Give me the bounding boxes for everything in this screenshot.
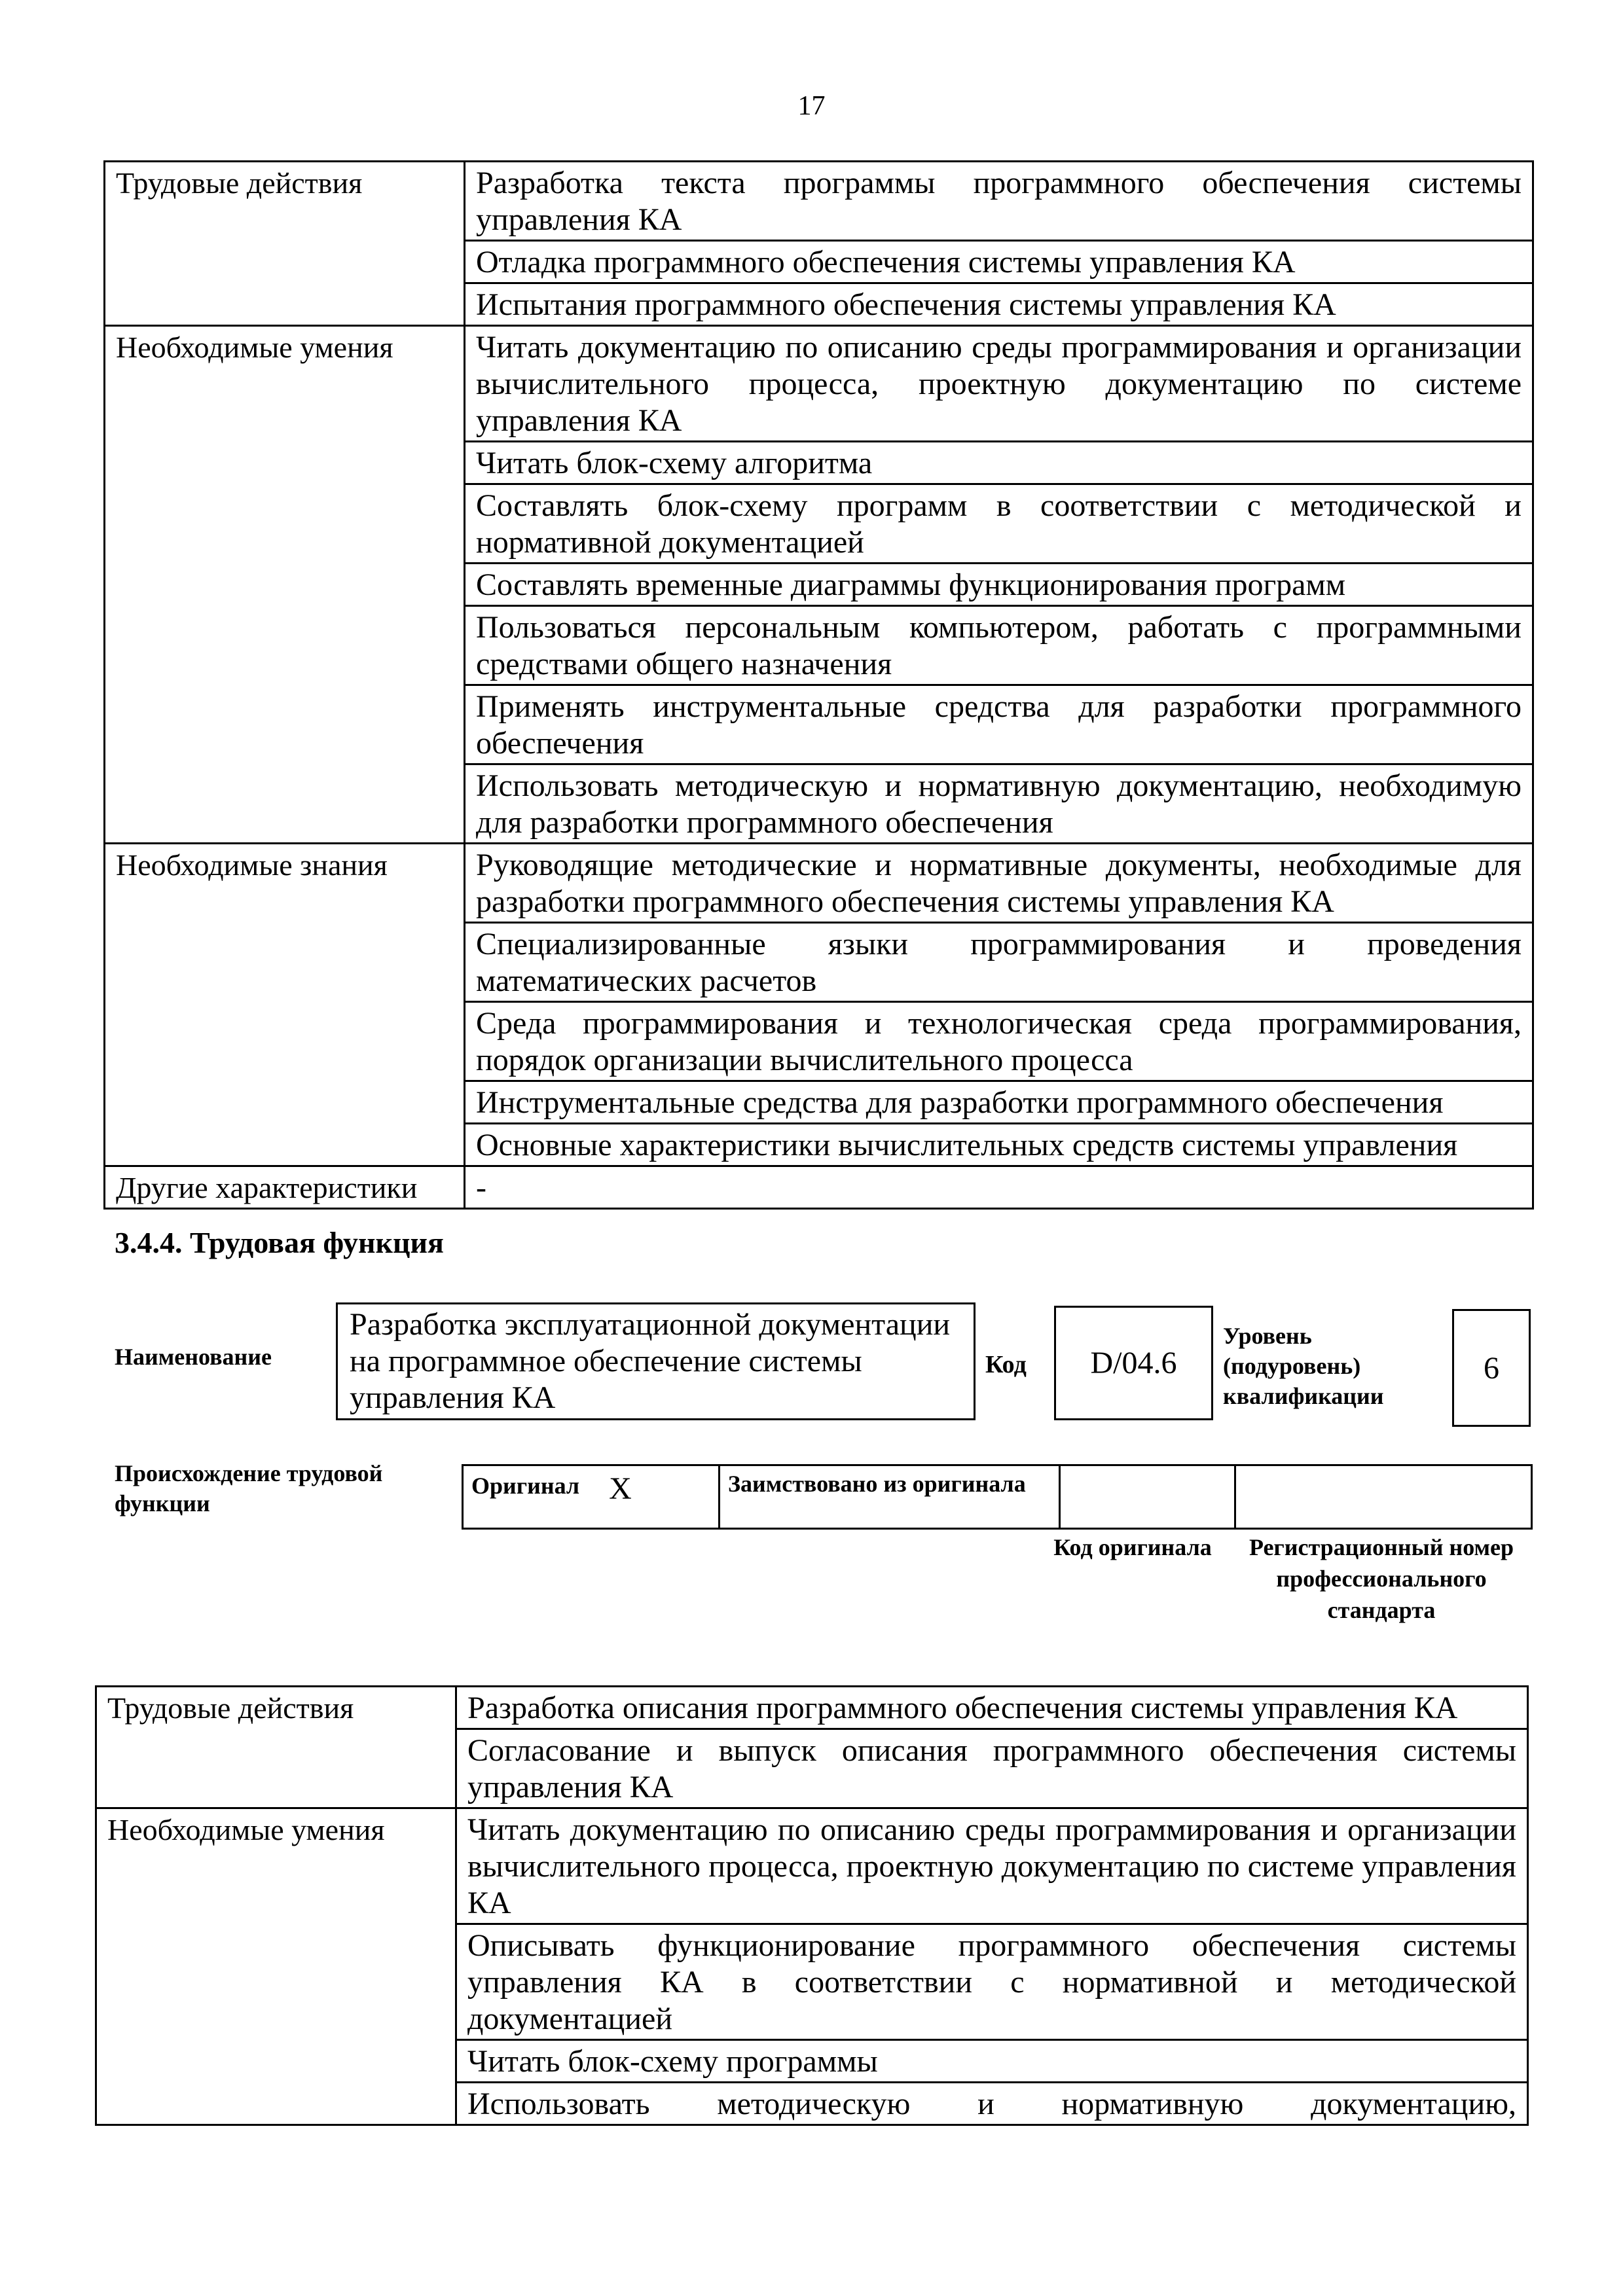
qualification-level-box: 6: [1452, 1309, 1531, 1427]
table-cell: Читать документацию по описанию среды программирования и организации вычислительного процесса, проектную документацию по системе управления КА: [465, 326, 1533, 442]
function-code-box: D/04.6: [1054, 1306, 1213, 1420]
origin-label: Происхождение трудовой функции: [115, 1460, 383, 1516]
table-cell: -: [465, 1166, 1533, 1209]
table-cell: Использовать методическую и нормативную документацию, необходимую для разработки программного обеспечения: [465, 764, 1533, 844]
table-cell: Руководящие методические и нормативные документы, необходимые для разработки программного обеспечения системы управления КА: [465, 844, 1533, 923]
table-cell: Специализированные языки программирования и проведения математических расчетов: [465, 923, 1533, 1002]
table-cell: Составлять временные диаграммы функционирования программ: [465, 564, 1533, 606]
table-cell: Основные характеристики вычислительных средств системы управления: [465, 1124, 1533, 1166]
row-category-required-skills: Необходимые умения: [105, 326, 465, 844]
level-label: Уровень (подуровень) квалификации: [1223, 1323, 1384, 1409]
table-cell: Отладка программного обеспечения системы управления КА: [465, 241, 1533, 283]
table-cell: Инструментальные средства для разработки программного обеспечения: [465, 1081, 1533, 1124]
origin-reg-caption: Регистрационный номер профессионального стандарта: [1249, 1534, 1514, 1623]
table-cell: Составлять блок-схему программ в соответствии с методической и нормативной документацией: [465, 484, 1533, 564]
table-cell: Читать блок-схему алгоритма: [465, 442, 1533, 484]
labor-function-table-top: [103, 160, 1534, 1210]
code-label: Код: [985, 1351, 1027, 1378]
row-category-required-skills: Необходимые умения: [96, 1808, 456, 2125]
table-row: [96, 1808, 1528, 1924]
table-cell: Среда программирования и технологическая среда программирования, порядок организации вычислительного процесса: [465, 1002, 1533, 1081]
table-cell: Описывать функционирование программного обеспечения системы управления КА в соответствии с нормативной и методической документацией: [456, 1924, 1528, 2040]
page-number: 17: [797, 91, 826, 121]
name-label: Наименование: [115, 1344, 272, 1370]
origin-mark: X: [609, 1471, 632, 1506]
table-cell: Применять инструментальные средства для разработки программного обеспечения: [465, 685, 1533, 764]
table-cell: Разработка текста программы программного обеспечения системы управления КА: [465, 162, 1533, 241]
row-category-other-characteristics: Другие характеристики: [105, 1166, 465, 1209]
table-row: [105, 1166, 1533, 1209]
row-category-labor-actions: Трудовые действия: [105, 162, 465, 326]
table-row: [105, 326, 1533, 442]
origin-original-label: Оригинал: [471, 1473, 580, 1499]
section-heading: 3.4.4. Трудовая функция: [115, 1226, 444, 1259]
table-cell: Испытания программного обеспечения системы управления КА: [465, 283, 1533, 326]
origin-reg-number-cell: [1235, 1465, 1532, 1529]
table-row: [96, 1687, 1528, 1729]
origin-original-cell: [463, 1465, 720, 1529]
table-cell: Использовать методическую и нормативную документацию,: [456, 2083, 1528, 2125]
table-cell: Пользоваться персональным компьютером, работать с программными средствами общего назначения: [465, 606, 1533, 685]
table-cell: Читать блок-схему программы: [456, 2040, 1528, 2083]
origin-table: [462, 1464, 1533, 1530]
table-cell: Читать документацию по описанию среды программирования и организации вычислительного процесса, проектную документацию по системе управления КА: [456, 1808, 1528, 1924]
function-name-box: Разработка эксплуатационной документации на программное обеспечение системы управления КА: [336, 1302, 976, 1420]
table-cell: Согласование и выпуск описания программного обеспечения системы управления КА: [456, 1729, 1528, 1808]
row-category-required-knowledge: Необходимые знания: [105, 844, 465, 1166]
table-cell: Разработка описания программного обеспечения системы управления КА: [456, 1687, 1528, 1729]
origin-code-cell: [1060, 1465, 1235, 1529]
labor-function-table-bottom: [95, 1685, 1529, 2126]
origin-code-caption: Код оригинала: [1053, 1534, 1212, 1560]
table-row: [105, 844, 1533, 923]
origin-borrowed-cell: Заимствовано из оригинала: [720, 1465, 1060, 1529]
row-category-labor-actions: Трудовые действия: [96, 1687, 456, 1808]
table-row: [105, 162, 1533, 241]
